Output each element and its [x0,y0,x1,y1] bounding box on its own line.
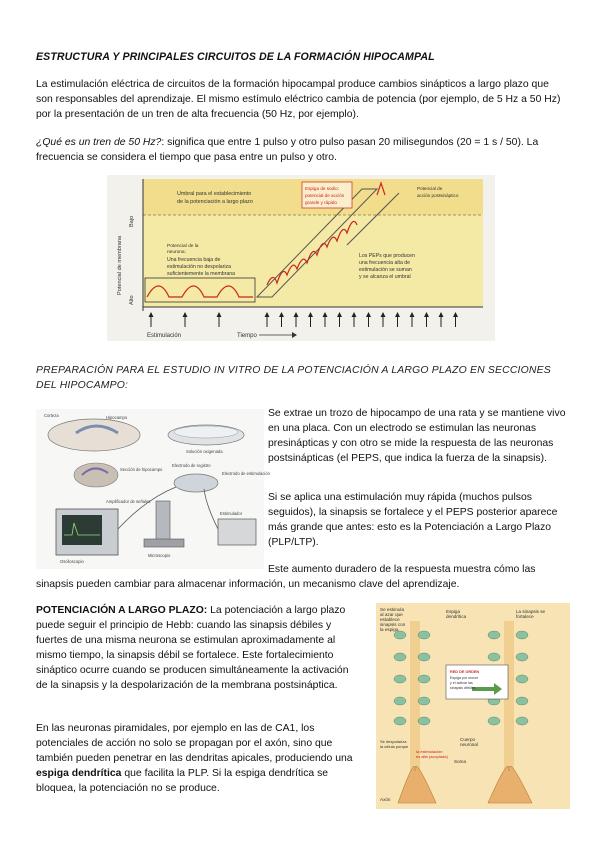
peps-text-3: estimulación se suman [359,267,412,273]
fig3-cuerpo-2: neuronal [460,742,478,747]
rat-brain [48,419,140,451]
pyramidal-text-2: que facilita la PLP. Si la espiga dendrítica se bloquea, la potenciación no se produce. [36,768,329,794]
page-title: ESTRUCTURA Y PRINCIPALES CIRCUITOS DE LA FORMACIÓN HIPOCAMPAL [36,51,435,63]
section-subtitle: PREPARACIÓN PARA EL ESTUDIO IN VITRO DE LA POTENCIACIÓN A LARGO PLAZO EN SECCIONES DEL HIPOCAMPO: [36,365,551,391]
label-stimulating-electrode: Electrodo de estimulación [222,471,270,476]
potentiation-figure [107,175,495,341]
synapse-bouton [394,697,406,705]
y-axis-high: Bajo [129,215,135,227]
synapse-bouton [516,631,528,639]
stimulation-arrow-head [265,312,270,317]
fig3-tm-2: dendrítica [446,614,467,619]
question-text: : significa que entre 1 pulso y otro pulso pasan 20 milisegundos (20 = 1 s / 50). La frecuencia se considera el tiempo que pasa entre un pulso y otro. [36,137,539,163]
in-vitro-diagram [36,409,270,569]
low-freq-text-5: suficientemente la membrana [167,271,236,277]
ltp-paragraph-3: Este aumento duradero de la respuesta muestra cómo las sinapsis pueden cambiar para almacenar información, un mecanismo clave del aprendizaje. [36,564,536,590]
stimulation-arrow-head [217,312,222,317]
stimulation-arrow-head [149,312,154,317]
potentiation-diagram [107,175,495,341]
synapse-bouton [516,697,528,705]
order-text-1: Espiga por mover [450,676,479,680]
synapse-bouton [488,653,500,661]
label-microscope: Microscopio [148,553,171,558]
stimulation-arrow-head [183,312,188,317]
order-text-2: y el activar las [450,681,473,685]
sodium-spike-label-3: grande y rápido [305,200,337,205]
stimulation-arrow-head [323,312,328,317]
fig3-soma: Soma [454,759,467,764]
question-label: ¿Qué es un tren de 50 Hz? [36,137,162,148]
fig3-tr-2: fortalece [516,614,534,619]
low-freq-text-3: Una frecuencia baja de [167,257,221,263]
synapse-bouton [394,631,406,639]
threshold-label-1: Umbral para el establecimiento [177,191,252,197]
intro-paragraph: La estimulación eléctrica de circuitos de la formación hipocampal produce cambios sinápticos a largo plazo que son responsables del aprendizaje. El mismo estímulo eléctrico cambia de potencia (por ejemplo, de 5 Hz a 50 Hz) por la presentación de un tren de alta frecuencia (50 Hz, por ejemplo). [36,79,561,120]
synapse-bouton [418,717,430,725]
y-axis-label: Potencial de membrana [117,235,123,295]
stimulation-arrow-head [308,312,313,317]
synapse-bouton [488,717,500,725]
sodium-spike-label-2: potencial de acción [305,193,345,198]
order-label: RED DE ORDEN [450,670,480,674]
sodium-spike-label-1: Espiga de sodio: [305,186,339,191]
synapse-bouton [394,675,406,683]
fig3-tl-3: establece [380,617,400,622]
synapse-bouton [418,675,430,683]
stimulation-arrow-head [424,312,429,317]
synapse-bouton [516,653,528,661]
fig3-bl-1: Se despolariza [380,739,407,744]
x-axis-stimulation: Estimulación [147,333,182,339]
stimulator-box [218,519,256,545]
dendritic-spike-term: espiga dendrítica [36,768,122,779]
synapse-bouton [418,653,430,661]
question-paragraph [36,135,566,165]
synapse-bouton [394,717,406,725]
postsynaptic-label-1: Potencial de [417,186,443,191]
synapse-bouton [418,697,430,705]
hippocampal-slice [74,463,118,487]
order-text-3: sinapsis débiles [450,686,476,690]
ltp-paragraph-2: Si se aplica una estimulación muy rápida (muchos pulsos seguidos), la sinapsis se fortalece y el PEPS posterior aparece más grande que antes: esto es la Potenciación a Largo Plazo (PLP/LTP). [268,492,558,548]
synapse-bouton [516,717,528,725]
microscope-base [144,539,184,547]
pyramidal-paragraph [36,721,360,796]
x-axis-time: Tiempo [237,333,257,339]
recording-chamber [174,474,218,492]
label-oscilloscope: Osciloscopio [60,559,84,564]
stimulation-arrows [149,312,459,327]
stimulation-arrow-head [439,312,444,317]
fig3-bl-4: es alta (acoplada) [416,754,448,759]
stimulation-arrow-head [395,312,400,317]
synapse-bouton [418,631,430,639]
stimulation-arrow-head [453,312,458,317]
fig3-tl-5: la espiga [380,627,399,632]
peps-text-4: y se alcanza el umbral [359,274,411,280]
ltp-paragraph-1: Se extrae un trozo de hipocampo de una rata y se mantiene vivo en una placa. Con un electrodo se estimulan las neuronas presinápticas y con otro se mide la respuesta de las neuronas postsinápticas (el PEPS, que indica la fuerza de la sinapsis). [268,408,566,464]
in-vitro-figure [36,409,270,569]
stimulation-arrow-head [366,312,371,317]
fig3-tl-1: Se estimula [380,607,405,612]
pyramidal-neuron-right [488,766,532,803]
label-recording-electrode: Electrodo de registro [172,463,211,468]
peps-text-2: una frecuencia alta de [359,260,411,266]
label-stimulator: Estimulador [220,511,243,516]
stimulation-arrow-head [352,312,357,317]
stimulation-arrow-head [337,312,342,317]
label-cortex: Corteza [44,413,59,418]
label-amplifier: Amplificador de señales [106,499,151,504]
stimulation-cable [204,489,218,529]
low-freq-text-2: neurona: [167,250,186,255]
postsynaptic-label-2: acción postsináptico [417,193,459,198]
synapse-bouton [488,631,500,639]
label-slice: Sección de hipocampo [120,467,163,472]
fig3-bl-2: la célula porque [380,744,409,749]
plp-paragraph [36,603,360,693]
hebb-diagram [376,603,570,809]
fig3-tm-1: Espiga [446,609,461,614]
low-freq-text-4: estimulación no despolariza [167,264,232,270]
threshold-label-2: de la potenciación a largo plazo [177,199,253,205]
petri-dish-inner [174,426,238,438]
peps-text-1: Los PEPs que producen [359,253,415,259]
low-freq-text-1: Potencial de la [167,244,199,249]
y-axis-low: Alto [129,295,135,305]
fig3-tl-2: al azar que [380,612,403,617]
fig3-bl-3: la estimulación [416,749,443,754]
stimulation-arrow-head [294,312,299,317]
label-hippocampus: Hipocampo [106,415,128,420]
plp-text: La potenciación a largo plazo puede seguir el principio de Hebb: cuando las sinapsis débiles y fuertes de una misma neurona se estimulan aproximadamente al mismo tiempo, la sinapsis débil se fortalece. Este fortalecimiento sináptico ocurre cuando se producen simultáneamente la activación de la sinapsis y la despolarización de la membrana postsináptica. [36,605,349,691]
synapse-bouton [394,653,406,661]
stimulation-arrow-head [410,312,415,317]
time-arrow-head [292,332,297,338]
pyramidal-neuron-left [398,766,436,803]
fig3-tr-1: La sinapsis se [516,609,546,614]
fig3-axon: Axón [380,797,391,802]
plp-heading: POTENCIACIÓN A LARGO PLAZO: [36,605,208,616]
stimulation-arrow-head [381,312,386,317]
fig3-tl-4: sinapsis con [380,622,406,627]
oscilloscope-screen [62,515,102,545]
fig3-cuerpo-1: Cuerpo [460,737,476,742]
stimulation-arrow-head [279,312,284,317]
label-oxygenated-solution: Solución oxigenada [186,449,223,454]
pyramidal-text-1: En las neuronas piramidales, por ejemplo en las de CA1, los potenciales de acción no solo se propagan por el axón, sino que también pueden penetrar en las dendritas apicales, produciendo una [36,723,353,764]
hebb-figure [376,603,570,809]
microscope-body [156,501,170,541]
synapse-bouton [516,675,528,683]
